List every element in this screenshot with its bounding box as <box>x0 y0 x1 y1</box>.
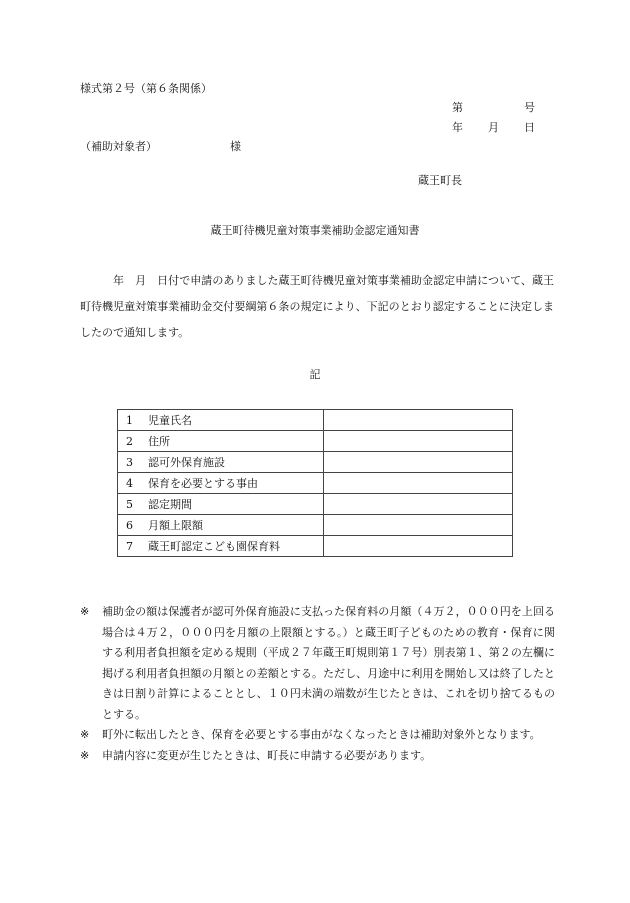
item-label: 住所 <box>148 435 170 448</box>
item-label-cell <box>118 452 324 473</box>
addressee <box>80 138 241 154</box>
item-label: 月額上限額 <box>148 519 203 532</box>
item-value-cell[interactable] <box>324 452 513 473</box>
date-month: 月 <box>488 121 499 134</box>
note-mark: ※ <box>80 728 90 741</box>
table-row <box>118 452 513 473</box>
item-label: 認可外保育施設 <box>148 456 225 469</box>
item-label-cell <box>118 431 324 452</box>
note-text: 補助金の額は保護者が認可外保育施設に支払った保育料の月額（４万２，０００円を上回る場合は４万２，０００円を月額の上限額とする。）と蔵王町子どものための教育・保育に関する利用者負担額を定める規則（平成２７年蔵王町規則第１７号）別表第１、第２の左欄に掲げる利用者負担額の月額との差額とする。ただし、月途中に利用を開始し又は終了したときは日割り計算によることとし、１０円未満の端数が生じたときは、これを切り捨てるものとする。 <box>102 605 555 721</box>
note-text: 申請内容に変更が生じたときは、町長に申請する必要があります。 <box>102 748 432 762</box>
note-item <box>80 746 555 767</box>
note-item <box>80 725 555 746</box>
table-row <box>118 431 513 452</box>
item-number: 1 <box>126 414 133 427</box>
item-value-cell[interactable] <box>324 410 513 431</box>
item-value-cell[interactable] <box>324 536 513 557</box>
note-text: 町外に転出したとき、保育を必要とする事由がなくなったときは補助対象外となります。 <box>102 728 541 741</box>
item-value-cell[interactable] <box>324 494 513 515</box>
item-number: 5 <box>126 498 133 511</box>
item-number: 6 <box>126 519 133 532</box>
item-value-cell[interactable] <box>324 473 513 494</box>
number-prefix: 第 <box>452 101 463 114</box>
date-year: 年 <box>452 121 463 134</box>
item-label-cell <box>118 494 324 515</box>
item-label: 保育を必要とする事由 <box>148 477 258 490</box>
addressee-honorific: 様 <box>230 140 241 153</box>
table-row <box>118 515 513 536</box>
notes-section <box>80 602 555 766</box>
note-item <box>80 602 555 725</box>
item-number: 3 <box>126 456 133 469</box>
item-label: 児童氏名 <box>148 414 192 427</box>
item-number: 4 <box>126 477 133 490</box>
items-table <box>117 409 513 557</box>
item-value-cell[interactable] <box>324 515 513 536</box>
table-row <box>118 410 513 431</box>
item-label-cell <box>118 515 324 536</box>
item-label-cell <box>118 536 324 557</box>
document-title: 蔵王町待機児童対策事業補助金認定通知書 <box>210 224 420 237</box>
item-label-cell <box>118 473 324 494</box>
table-row <box>118 536 513 557</box>
note-mark: ※ <box>80 605 90 618</box>
item-number: 2 <box>126 435 133 448</box>
ki-heading: 記 <box>309 368 321 381</box>
item-label: 認定期間 <box>148 498 192 511</box>
table-row <box>118 494 513 515</box>
issuer: 蔵王町長 <box>418 174 462 187</box>
note-mark: ※ <box>80 748 90 762</box>
addressee-label: （補助対象者） <box>80 140 157 153</box>
table-row <box>118 473 513 494</box>
item-label-cell <box>118 410 324 431</box>
item-number: 7 <box>126 540 133 553</box>
date-day: 日 <box>524 121 535 134</box>
item-label: 蔵王町認定こども園保育料 <box>148 540 280 553</box>
item-value-cell[interactable] <box>324 431 513 452</box>
number-suffix: 号 <box>524 101 535 114</box>
body-paragraph: 年 月 日付で申請のありました蔵王町待機児童対策事業補助金認定申請について、蔵王町待機児童対策事業補助金交付要綱第６条の規定により、下記のとおり認定することに決定しましたので通知します。 <box>80 274 554 339</box>
form-label: 様式第２号（第６条関係） <box>80 82 212 95</box>
